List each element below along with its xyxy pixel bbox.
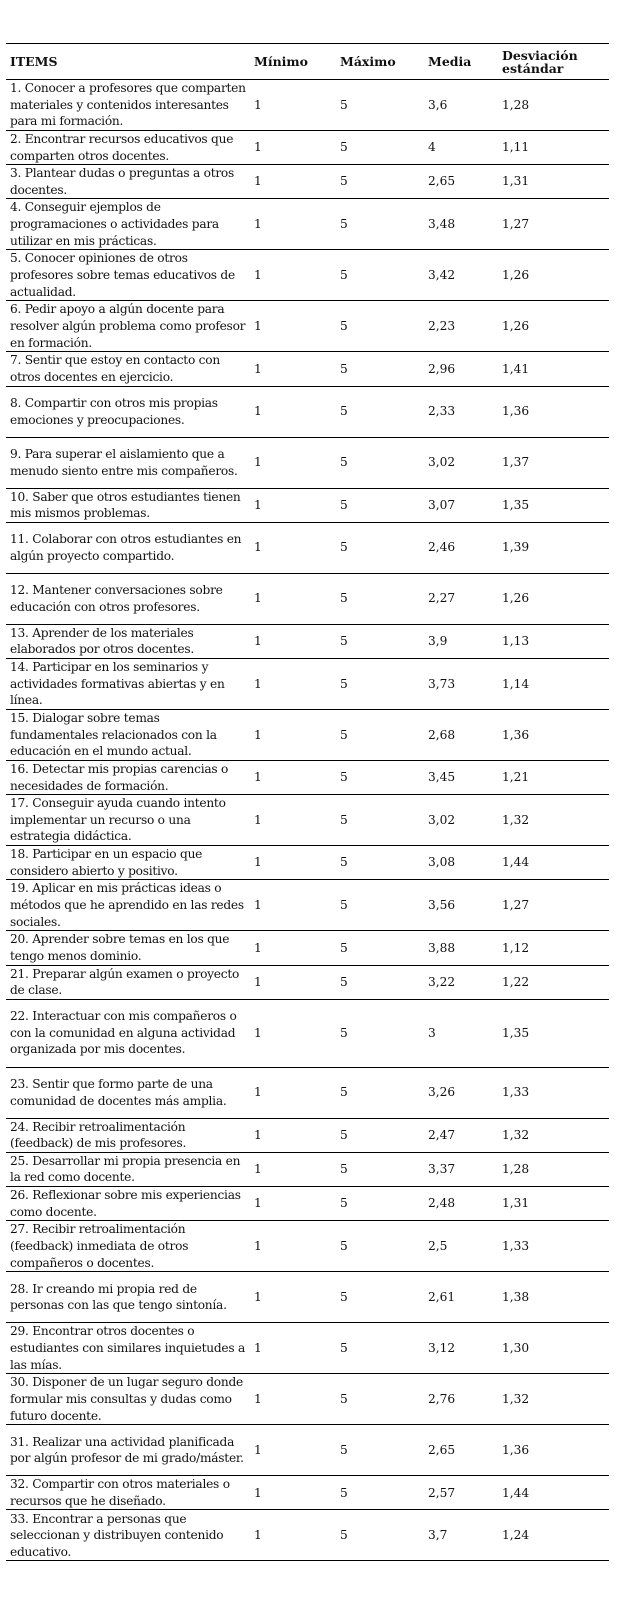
std-deviation-cell: 1,30 [498,1323,609,1374]
item-cell: 2. Encontrar recursos educativos que comparten otros docentes. [6,131,250,165]
item-cell: 15. Dialogar sobre temas fundamentales relacionados con la educación en el mundo actual. [6,709,250,760]
item-cell: 5. Conocer opiniones de otros profesores sobre temas educativos de actualidad. [6,250,250,301]
item-cell: 12. Mantener conversaciones sobre educación con otros profesores. [6,573,250,624]
item-cell: 4. Conseguir ejemplos de programaciones o actividades para utilizar en mis prácticas. [6,199,250,250]
maximum-cell: 5 [336,1152,424,1186]
maximum-cell: 5 [336,795,424,846]
std-deviation-cell: 1,31 [498,165,609,199]
minimum-cell: 1 [250,573,336,624]
table-header-row [6,44,609,80]
item-cell: 29. Encontrar otros docentes o estudiantes con similares inquietudes a las mías. [6,1323,250,1374]
mean-cell: 3 [424,999,498,1067]
item-cell: 25. Desarrollar mi propia presencia en la red como docente. [6,1152,250,1186]
item-cell: 7. Sentir que estoy en contacto con otros docentes en ejercicio. [6,352,250,386]
minimum-cell: 1 [250,624,336,658]
maximum-cell: 5 [336,131,424,165]
minimum-cell: 1 [250,1323,336,1374]
maximum-cell: 5 [336,658,424,709]
mean-cell: 3,45 [424,760,498,794]
maximum-cell: 5 [336,709,424,760]
mean-cell: 2,65 [424,1425,498,1476]
mean-cell: 3,42 [424,250,498,301]
std-deviation-cell: 1,22 [498,965,609,999]
minimum-cell: 1 [250,931,336,965]
item-cell: 9. Para superar el aislamiento que a menudo siento entre mis compañeros. [6,437,250,488]
std-deviation-cell: 1,37 [498,437,609,488]
maximum-cell: 5 [336,1067,424,1118]
maximum-cell: 5 [336,522,424,573]
std-deviation-cell: 1,11 [498,131,609,165]
std-deviation-cell: 1,44 [498,1476,609,1510]
maximum-cell: 5 [336,437,424,488]
std-deviation-cell: 1,28 [498,1152,609,1186]
item-cell: 32. Compartir con otros materiales o recursos que he diseñado. [6,1476,250,1510]
minimum-cell: 1 [250,488,336,522]
item-cell: 3. Plantear dudas o preguntas a otros docentes. [6,165,250,199]
mean-cell: 3,48 [424,199,498,250]
table-row [6,80,609,131]
table-row [6,250,609,301]
minimum-cell: 1 [250,1067,336,1118]
std-deviation-cell: 1,28 [498,80,609,131]
std-deviation-cell: 1,31 [498,1187,609,1221]
item-cell: 28. Ir creando mi propia red de personas con las que tengo sintonía. [6,1272,250,1323]
maximum-cell: 5 [336,301,424,352]
table-row [6,1272,609,1323]
item-cell: 30. Disponer de un lugar seguro donde formular mis consultas y dudas como futuro docente. [6,1374,250,1425]
item-cell: 33. Encontrar a personas que seleccionan y distribuyen contenido educativo. [6,1510,250,1561]
table-row [6,1118,609,1152]
std-deviation-cell: 1,35 [498,999,609,1067]
maximum-cell: 5 [336,999,424,1067]
mean-cell: 2,68 [424,709,498,760]
minimum-cell: 1 [250,437,336,488]
std-deviation-cell: 1,32 [498,1118,609,1152]
minimum-cell: 1 [250,658,336,709]
mean-cell: 3,56 [424,880,498,931]
item-cell: 10. Saber que otros estudiantes tienen mis mismos problemas. [6,488,250,522]
item-cell: 24. Recibir retroalimentación (feedback) de mis profesores. [6,1118,250,1152]
table-row [6,1425,609,1476]
mean-cell: 3,7 [424,1510,498,1561]
table-row [6,709,609,760]
table-row [6,1187,609,1221]
mean-cell: 3,02 [424,437,498,488]
std-deviation-cell: 1,13 [498,624,609,658]
maximum-cell: 5 [336,965,424,999]
table-row [6,573,609,624]
maximum-cell: 5 [336,199,424,250]
maximum-cell: 5 [336,1425,424,1476]
maximum-cell: 5 [336,573,424,624]
table-row [6,488,609,522]
mean-cell: 3,08 [424,846,498,880]
std-deviation-cell: 1,26 [498,250,609,301]
table-row [6,880,609,931]
minimum-cell: 1 [250,1118,336,1152]
minimum-cell: 1 [250,1152,336,1186]
minimum-cell: 1 [250,1221,336,1272]
mean-cell: 2,5 [424,1221,498,1272]
minimum-cell: 1 [250,709,336,760]
table-row [6,658,609,709]
minimum-cell: 1 [250,760,336,794]
item-cell: 14. Participar en los seminarios y actividades formativas abiertas y en línea. [6,658,250,709]
maximum-cell: 5 [336,846,424,880]
std-deviation-cell: 1,33 [498,1067,609,1118]
mean-cell: 3,73 [424,658,498,709]
minimum-cell: 1 [250,999,336,1067]
minimum-cell: 1 [250,80,336,131]
mean-cell: 2,61 [424,1272,498,1323]
maximum-cell: 5 [336,1118,424,1152]
std-deviation-cell: 1,35 [498,488,609,522]
mean-cell: 2,27 [424,573,498,624]
mean-cell: 2,23 [424,301,498,352]
maximum-cell: 5 [336,80,424,131]
mean-cell: 3,12 [424,1323,498,1374]
item-cell: 13. Aprender de los materiales elaborados por otros docentes. [6,624,250,658]
table-row [6,386,609,437]
std-deviation-cell: 1,39 [498,522,609,573]
table-row [6,1510,609,1561]
std-deviation-cell: 1,21 [498,760,609,794]
table-row [6,301,609,352]
header-std-deviation: Desviación estándar [498,44,609,80]
table-row [6,1476,609,1510]
maximum-cell: 5 [336,1323,424,1374]
maximum-cell: 5 [336,1374,424,1425]
mean-cell: 3,02 [424,795,498,846]
table-row [6,999,609,1067]
table-body [6,80,609,1561]
item-cell: 11. Colaborar con otros estudiantes en algún proyecto compartido. [6,522,250,573]
minimum-cell: 1 [250,1374,336,1425]
minimum-cell: 1 [250,522,336,573]
minimum-cell: 1 [250,250,336,301]
item-cell: 17. Conseguir ayuda cuando intento implementar un recurso o una estrategia didáctica. [6,795,250,846]
maximum-cell: 5 [336,1476,424,1510]
mean-cell: 3,9 [424,624,498,658]
item-cell: 19. Aplicar en mis prácticas ideas o métodos que he aprendido en las redes sociales. [6,880,250,931]
minimum-cell: 1 [250,880,336,931]
mean-cell: 3,88 [424,931,498,965]
mean-cell: 3,22 [424,965,498,999]
item-cell: 21. Preparar algún examen o proyecto de clase. [6,965,250,999]
maximum-cell: 5 [336,880,424,931]
item-cell: 6. Pedir apoyo a algún docente para resolver algún problema como profesor en formación. [6,301,250,352]
std-deviation-cell: 1,36 [498,709,609,760]
item-cell: 23. Sentir que formo parte de una comunidad de docentes más amplia. [6,1067,250,1118]
header-minimum: Mínimo [250,44,336,80]
item-cell: 1. Conocer a profesores que comparten materiales y contenidos interesantes para mi formación. [6,80,250,131]
mean-cell: 2,57 [424,1476,498,1510]
std-deviation-cell: 1,27 [498,199,609,250]
std-deviation-cell: 1,12 [498,931,609,965]
maximum-cell: 5 [336,488,424,522]
minimum-cell: 1 [250,965,336,999]
table-row [6,522,609,573]
maximum-cell: 5 [336,165,424,199]
mean-cell: 3,6 [424,80,498,131]
table-row [6,352,609,386]
table-row [6,1221,609,1272]
table-row [6,437,609,488]
std-deviation-cell: 1,27 [498,880,609,931]
minimum-cell: 1 [250,352,336,386]
maximum-cell: 5 [336,352,424,386]
item-cell: 27. Recibir retroalimentación (feedback) inmediata de otros compañeros o docentes. [6,1221,250,1272]
mean-cell: 2,33 [424,386,498,437]
table-row [6,131,609,165]
table-row [6,965,609,999]
header-maximum: Máximo [336,44,424,80]
std-deviation-cell: 1,44 [498,846,609,880]
mean-cell: 2,48 [424,1187,498,1221]
item-cell: 8. Compartir con otros mis propias emociones y preocupaciones. [6,386,250,437]
table-row [6,165,609,199]
minimum-cell: 1 [250,1272,336,1323]
minimum-cell: 1 [250,199,336,250]
header-items: ITEMS [6,44,250,80]
statistics-table [6,43,609,1561]
mean-cell: 3,07 [424,488,498,522]
std-deviation-cell: 1,14 [498,658,609,709]
maximum-cell: 5 [336,1221,424,1272]
mean-cell: 3,26 [424,1067,498,1118]
std-deviation-cell: 1,26 [498,573,609,624]
minimum-cell: 1 [250,1476,336,1510]
table-row [6,1152,609,1186]
minimum-cell: 1 [250,165,336,199]
minimum-cell: 1 [250,301,336,352]
maximum-cell: 5 [336,250,424,301]
maximum-cell: 5 [336,624,424,658]
item-cell: 31. Realizar una actividad planificada por algún profesor de mi grado/máster. [6,1425,250,1476]
maximum-cell: 5 [336,386,424,437]
minimum-cell: 1 [250,131,336,165]
std-deviation-cell: 1,36 [498,386,609,437]
minimum-cell: 1 [250,846,336,880]
std-deviation-cell: 1,24 [498,1510,609,1561]
table-row [6,760,609,794]
table-row [6,846,609,880]
table-row [6,624,609,658]
table-row [6,1067,609,1118]
minimum-cell: 1 [250,1510,336,1561]
item-cell: 20. Aprender sobre temas en los que tengo menos dominio. [6,931,250,965]
header-mean: Media [424,44,498,80]
std-deviation-cell: 1,41 [498,352,609,386]
mean-cell: 4 [424,131,498,165]
minimum-cell: 1 [250,1425,336,1476]
maximum-cell: 5 [336,1272,424,1323]
item-cell: 16. Detectar mis propias carencias o necesidades de formación. [6,760,250,794]
table-row [6,795,609,846]
mean-cell: 2,46 [424,522,498,573]
maximum-cell: 5 [336,1510,424,1561]
table-row [6,931,609,965]
item-cell: 22. Interactuar con mis compañeros o con la comunidad en alguna actividad organizada por mis docentes. [6,999,250,1067]
mean-cell: 3,37 [424,1152,498,1186]
table-row [6,1323,609,1374]
mean-cell: 2,65 [424,165,498,199]
mean-cell: 2,96 [424,352,498,386]
std-deviation-cell: 1,38 [498,1272,609,1323]
item-cell: 26. Reflexionar sobre mis experiencias como docente. [6,1187,250,1221]
mean-cell: 2,76 [424,1374,498,1425]
item-cell: 18. Participar en un espacio que considero abierto y positivo. [6,846,250,880]
minimum-cell: 1 [250,1187,336,1221]
table-row [6,1374,609,1425]
maximum-cell: 5 [336,1187,424,1221]
minimum-cell: 1 [250,795,336,846]
maximum-cell: 5 [336,760,424,794]
table-row [6,199,609,250]
std-deviation-cell: 1,26 [498,301,609,352]
mean-cell: 2,47 [424,1118,498,1152]
minimum-cell: 1 [250,386,336,437]
std-deviation-cell: 1,36 [498,1425,609,1476]
std-deviation-cell: 1,33 [498,1221,609,1272]
std-deviation-cell: 1,32 [498,795,609,846]
maximum-cell: 5 [336,931,424,965]
std-deviation-cell: 1,32 [498,1374,609,1425]
